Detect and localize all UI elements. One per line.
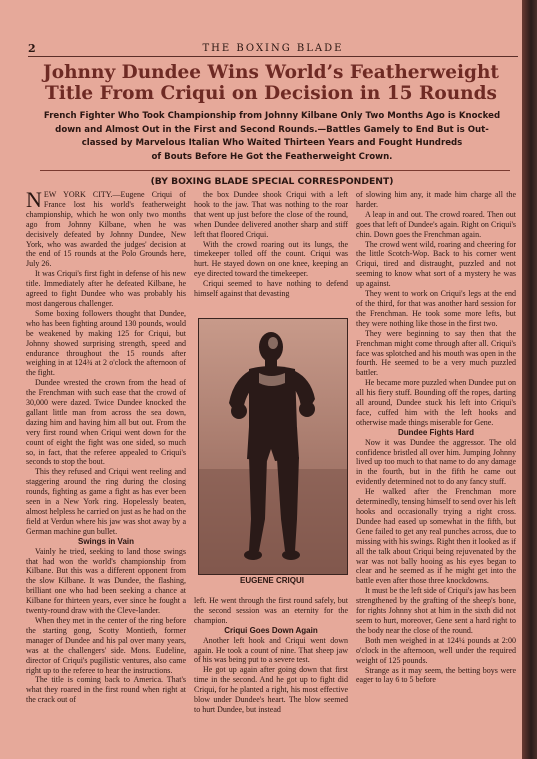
article-paragraph: They went to work on Criqui's legs at the end of the third, for that was another hard session for the Frenchman. He took some more lefts, but they were nothing like those in the first two.: [356, 289, 516, 328]
headline: [24, 62, 518, 104]
article-paragraph: It must be the left side of Criqui's jaw has been strengthened by the grafting of the sheep's bone, for rights Johnny shot at him in the sixth did not seem to hurt, moreover, Gene sent a hard right to the body near the close of the round.: [356, 586, 516, 635]
column-2-bottom: [194, 596, 348, 746]
divider: [40, 170, 510, 171]
subheadline-line-2: down and Almost Out in the First and Second Rounds.—Battles Gamely to End But is Out-: [55, 124, 489, 135]
section-subhead: Swings in Vain: [77, 536, 134, 546]
article-paragraph: Criqui seemed to have nothing to defend himself against that devasting: [194, 279, 348, 299]
article-paragraph: Vainly he tried, seeking to land those swings that had won the world's championship from Kilbane. But this was a different opponent from the slow Kilbane. It was Dundee, the flashing, brilliant one who had been seeking a chance at Kilbane for thirteen years, ever since he fought a twenty-round draw with the Cleve-lander.: [26, 546, 186, 616]
headline-line-2: Title From Criqui on Decision in 15 Rounds: [45, 83, 497, 104]
article-paragraph: He got up again after going down that first time in the second. And he got up to fight did Criqui, for he planted a right, his most effective blow under Dundee's heart. The blow seemed to hurt Dundee, but instead: [194, 665, 348, 714]
article-paragraph: He walked after the Frenchman more determinedly, tensing himself to send over his left hooks and occasionally trying a right cross. Dundee had eased up somewhat in the fifth, but Gene failed to get any real punches across, due to missing with his swings. Right then it looked as if all the talk about Criqui being rejuvenated by the war was not bally hooing as his eyes began to clear and he seemed as if he might get into the battle even after those three knockdowns.: [356, 487, 516, 586]
byline: (BY BOXING BLADE SPECIAL CORRESPONDENT): [150, 176, 394, 187]
column-1: [26, 190, 186, 746]
article-paragraph: With the crowd roaring out its lungs, the timekeeper tolled off the count. Criqui was hurt. He stayed down on one knee, keeping an eye directed toward the timekeeper.: [194, 239, 348, 279]
boxer-illustration: [199, 319, 347, 574]
photo-caption: EUGENE CRIQUI: [239, 576, 304, 585]
subheadline-line-1: French Fighter Who Took Championship from Johnny Kilbane Only Two Months Ago is Knocked: [43, 111, 501, 121]
article-paragraph: Dundee wrested the crown from the head of the Frenchman with such ease that the crowd of 30,000 were dazed. Twice Dundee knocked the gallant little man from across the sea down, dazing him and having him all but out. From the very first round when Criqui went down for the count of eight the fight was one sided, so much so, in fact, that the referee appealed to Criqui's seconds to stop the bout.: [26, 378, 186, 467]
article-paragraph: They were beginning to say then that the Frenchman might come through after all. Criqui's face was splotched and his mouth was open in the fourth. He seemed to be a very much puzzled battler.: [356, 328, 516, 378]
magazine-title: THE BOXING BLADE: [202, 43, 344, 54]
running-header: [28, 42, 518, 57]
article-paragraph: Both men weighed in at 124¼ pounds at 2:00 o'clock in the afternoon, well under the required weight of 125 pounds.: [356, 635, 516, 665]
subheadline-line-4: of Bouts Before He Got the Featherweight Crown.: [151, 151, 393, 162]
article-paragraph: The crowd went wild, roaring and cheering for the little Scotch-Wop. Back to his corner went Criqui, tired and distraught, puzzled and not seeming to know what sort of a mystery he was up against.: [356, 239, 516, 289]
section-subhead: Criqui Goes Down Again: [224, 625, 318, 635]
article-paragraph: He became more puzzled when Dundee put on all his fiery stuff. Bounding off the ropes, darting all around, Dundee stuck his left into Criqui's face, cuffed him with the left hooks and otherwise made things miserable for Gene.: [356, 378, 516, 427]
article-paragraph: Strange as it may seem, the betting boys were eager to lay 6 to 5 before: [356, 665, 516, 685]
column-2-top: [194, 190, 348, 312]
article-paragraph: The title is coming back to America. That's what they roared in the first round when right at the crack out of: [26, 675, 186, 705]
headline-line-1: Johnny Dundee Wins World’s Featherweight: [43, 62, 499, 83]
article-paragraph: NEW YORK CITY.—Eugene Criqui of France lost his world's featherweight championship, which he won only two months ago from Johnny Kilbane, when he was decisively defeated by Johnny Dundee, New York, who was awarded the judges' decision at the end of 15 rounds at the Polo Grounds here, July 26.: [26, 190, 186, 269]
subheadline: [26, 110, 518, 164]
article-paragraph: Some boxing followers thought that Dundee, who has been fighting around 130 pounds, would be weakened by making 125 for Criqui, but Johnny showed surprising strength, speed and endurance throughout the 15 rounds after weighing in at 124¾ at 2 o'clock the afternoon of the fight.: [26, 308, 186, 378]
drop-cap: N: [26, 190, 42, 212]
boxer-photo: [198, 318, 348, 575]
article-paragraph: It was Criqui's first fight in defense of his new title. Immediately after he defeated Kilbane, he agreed to fight Dundee who was probably his most dangerous challenger.: [26, 269, 186, 308]
book-spine: [522, 0, 537, 759]
section-subhead: Dundee Fights Hard: [397, 427, 474, 437]
column-3: [356, 190, 516, 746]
page-number: 2: [28, 42, 36, 55]
article-paragraph: Now it was Dundee the aggressor. The old confidence bristled all over him. Jumping Johnny lived up too much to that name to do any damage in the fourth, but in the fifth he came out evidently determined not to do any fancy stuff.: [356, 437, 516, 487]
article-paragraph: When they met in the center of the ring before the starting gong, Scotty Montieth, former manager of Dundee and his pal over many years, was at the challengers' side. Mons. Eudeline, director of Criqui's pugilistic ventures, also came right up to the referee to hear the instructions.: [26, 615, 186, 675]
article-paragraph: of slowing him any, it made him charge all the harder.: [356, 190, 516, 209]
article-paragraph: A leap in and out. The crowd roared. Then out goes that left of Dundee's again. Right on Criqui's chin. Down goes the Frenchman again.: [356, 209, 516, 239]
subheadline-line-3: classed by Marvelous Italian Who Waited Thirteen Years and Fought Hundreds: [81, 138, 463, 148]
article-paragraph: Another left hook and Criqui went down again. He took a count of nine. That sheep jaw of his was being put to a severe test.: [194, 635, 348, 665]
article-paragraph: This they refused and Criqui went reeling and staggering around the ring during the closing rounds, fighting as game a fight as has ever been seen in a New York ring. Hopelessly beaten, almost helpless he carried on just as he had on the field at Verdun where his jaw was shot away by a German machine gun bullet.: [26, 467, 186, 536]
article-paragraph: the box Dundee shook Criqui with a left hook to the jaw. That was nothing to the roar that went up just before the close of the round, when Dundee delivered another sharp and stiff left that floored Criqui.: [194, 190, 348, 239]
article-paragraph: left. He went through the first round safely, but the second session was an eternity for the champion.: [194, 596, 348, 625]
